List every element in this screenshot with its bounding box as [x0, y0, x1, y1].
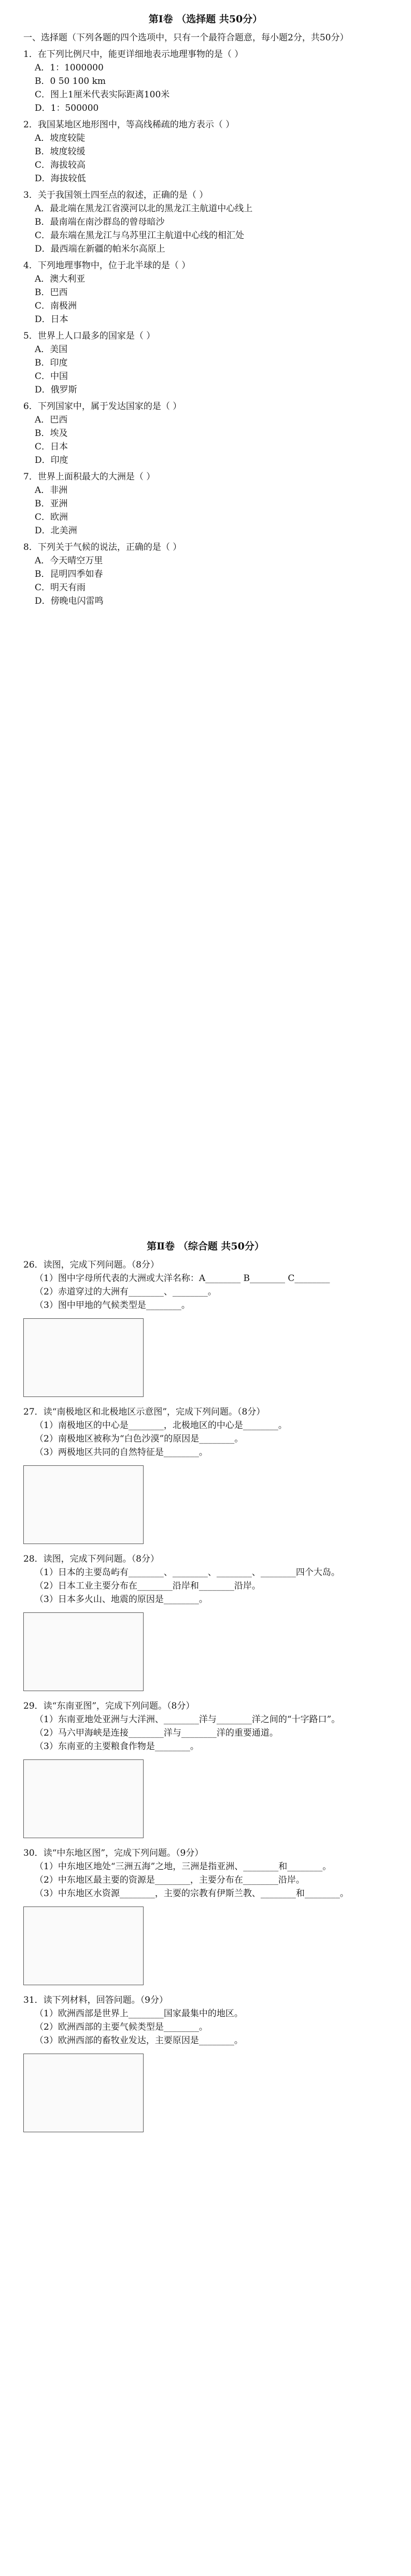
answer-option: A．美国 [35, 344, 68, 355]
answer-line: （2）中东地区最主要的资源是________，主要分布在________沿岸。 [35, 1875, 305, 1885]
answer-option: A．坡度较陡 [35, 133, 86, 143]
answer-option: D．海拔较低 [35, 173, 86, 184]
answer-option: D．1：500000 [35, 103, 99, 113]
answer-line: （2）日本工业主要分布在________沿岸和________沿岸。 [35, 1581, 261, 1591]
question-stem: 29．读“东南亚图”，完成下列问题。（8分） [23, 1701, 195, 1711]
answer-line: （1）东南亚地处亚洲与大洋洲、________洋与________洋之间的“十字路口”。 [35, 1714, 341, 1725]
answer-option: D．印度 [35, 455, 68, 465]
answer-option: D．北美洲 [35, 526, 77, 536]
answer-option: A．最北端在黑龙江省漠河以北的黑龙江主航道中心线上 [35, 203, 253, 214]
answer-line: （2）南极地区被称为“白色沙漠”的原因是________。 [35, 1434, 244, 1444]
question [23, 470, 388, 537]
answer-line: （3）图中甲地的气候类型是________。 [35, 1300, 190, 1311]
part2-questions [23, 1258, 388, 2135]
question-stem: 28．读图，完成下列问题。（8分） [23, 1554, 159, 1564]
answer-option: D．日本 [35, 314, 68, 325]
part2 [23, 1232, 388, 2141]
answer-option: B．埃及 [35, 428, 68, 439]
answer-option: A．非洲 [35, 485, 68, 496]
question [23, 1993, 388, 2135]
answer-option: C．图上1厘米代表实际距离100米 [35, 90, 170, 100]
question [23, 1405, 388, 1547]
answer-option: C．最东端在黑龙江与乌苏里江主航道中心线的相汇处 [35, 230, 245, 241]
question-stem: 2．我国某地区地形图中，等高线稀疏的地方表示（ ） [23, 120, 235, 130]
question-stem: 3．关于我国领土四至点的叙述，正确的是（ ） [23, 190, 208, 200]
question [23, 1258, 388, 1400]
question [23, 48, 388, 115]
question-stem: 31．读下列材料，回答问题。（9分） [23, 1995, 168, 2005]
question [23, 1552, 388, 1694]
answer-line: （3）两极地区共同的自然特征是________。 [35, 1447, 208, 1458]
answer-option: C．明天有雨 [35, 583, 86, 593]
answer-option: C．南极洲 [35, 301, 77, 311]
map-figure [23, 2054, 144, 2132]
answer-line: （3）日本多火山、地震的原因是________。 [35, 1594, 208, 1605]
answer-option: D．傍晚电闪雷鸣 [35, 596, 104, 606]
answer-line: （1）图中字母所代表的大洲或大洋名称：A________ B________ C________ [35, 1273, 330, 1284]
part2-title: 第Ⅱ卷 （综合题 共50分） [147, 1241, 264, 1252]
map-figure [23, 1906, 144, 1985]
question [23, 188, 388, 256]
question-stem: 5．世界上人口最多的国家是（ ） [23, 331, 155, 341]
answer-line: （1）日本的主要岛屿有________、________、________、________四个大岛。 [35, 1567, 340, 1578]
question [23, 541, 388, 608]
answer-option: A．1：1000000 [35, 63, 104, 73]
part1 [23, 5, 388, 611]
question [23, 259, 388, 326]
question [23, 1699, 388, 1841]
question-stem: 8．下列关于气候的说法，正确的是（ ） [23, 542, 182, 552]
answer-option: B．最南端在南沙群岛的曾母暗沙 [35, 217, 165, 227]
question [23, 118, 388, 185]
question [23, 400, 388, 467]
answer-option: A．今天晴空万里 [35, 556, 103, 566]
answer-option: D．俄罗斯 [35, 385, 77, 395]
map-figure [23, 1318, 144, 1397]
question-stem: 7．世界上面积最大的大洲是（ ） [23, 472, 155, 482]
question-stem: 27．读“南极地区和北极地区示意图”，完成下列问题。（8分） [23, 1407, 265, 1417]
answer-line: （3）中东地区水资源________，主要的宗教有伊斯兰教、________和________。 [35, 1888, 349, 1899]
map-figure [23, 1759, 144, 1838]
answer-line: （2）欧洲西部的主要气候类型是________。 [35, 2022, 208, 2032]
answer-line: （2）马六甲海峡是连接________洋与________洋的重要通道。 [35, 1728, 278, 1738]
answer-option: D．最西端在新疆的帕米尔高原上 [35, 244, 165, 254]
map-figure [23, 1612, 144, 1691]
answer-option: A．澳大利亚 [35, 274, 86, 284]
answer-line: （1）欧洲西部是世界上________国家最集中的地区。 [35, 2009, 243, 2019]
answer-option: B．坡度较缓 [35, 147, 86, 157]
question-stem: 1．在下列比例尺中，能更详细地表示地理事物的是（ ） [23, 49, 244, 60]
answer-line: （3）东南亚的主要粮食作物是________。 [35, 1741, 199, 1752]
question-stem: 30．读“中东地区图”，完成下列问题。（9分） [23, 1848, 204, 1858]
answer-option: C．中国 [35, 371, 68, 382]
map-figure [23, 1465, 144, 1544]
question-stem: 4．下列地理事物中，位于北半球的是（ ） [23, 260, 191, 271]
part1-questions [23, 48, 388, 608]
answer-option: B．亚洲 [35, 499, 68, 509]
answer-option: B．印度 [35, 358, 68, 368]
answer-line: （1）南极地区的中心是________，北极地区的中心是________。 [35, 1420, 287, 1431]
part1-intro: 一、选择题（下列各题的四个选项中，只有一个最符合题意，每小题2分，共50分） [23, 33, 349, 43]
question [23, 329, 388, 397]
answer-option: C．海拔较高 [35, 160, 86, 170]
answer-option: B．巴西 [35, 287, 68, 298]
answer-option: C．欧洲 [35, 512, 68, 522]
question [23, 1846, 388, 1988]
answer-line: （3）欧洲西部的畜牧业发达，主要原因是________。 [35, 2035, 243, 2046]
answer-option: A．巴西 [35, 415, 68, 425]
question-stem: 6．下列国家中，属于发达国家的是（ ） [23, 401, 182, 412]
answer-line: （1）中东地区地处“三洲五海”之地，三洲是指亚洲、________和________。 [35, 1861, 332, 1872]
part1-title: 第Ⅰ卷 （选择题 共50分） [148, 13, 263, 25]
question-stem: 26．读图，完成下列问题。（8分） [23, 1260, 159, 1270]
answer-option: C．日本 [35, 442, 68, 452]
answer-option: B．0 50 100 km [35, 76, 106, 86]
answer-line: （2）赤道穿过的大洲有________、________。 [35, 1287, 217, 1297]
answer-option: B．昆明四季如春 [35, 569, 103, 579]
